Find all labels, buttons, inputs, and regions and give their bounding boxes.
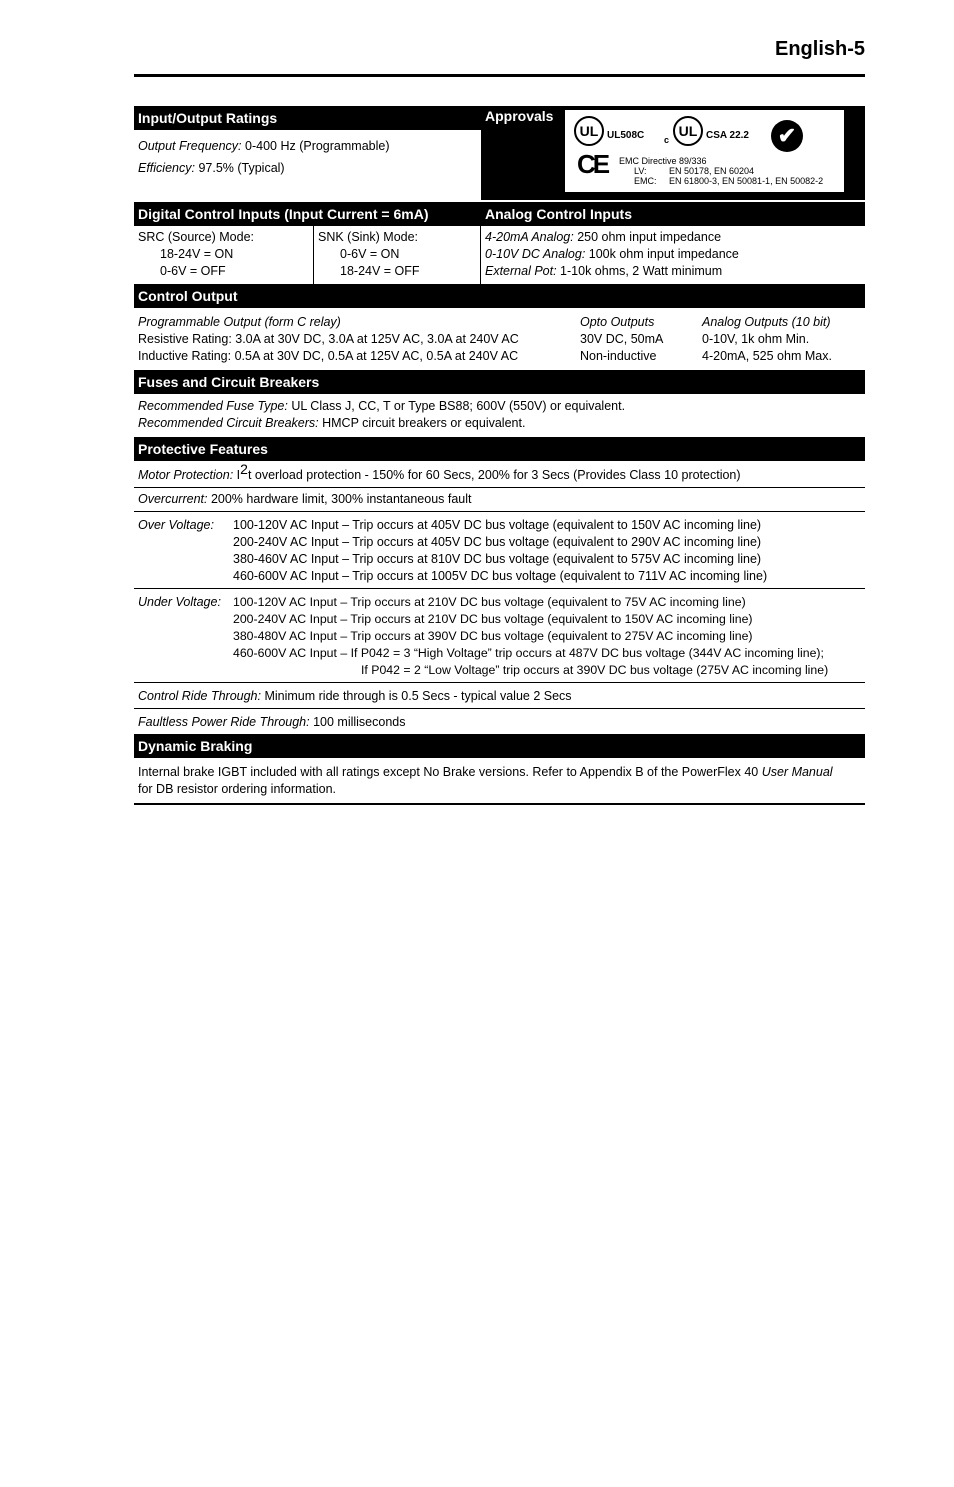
src-mode: SRC (Source) Mode: 18-24V = ON 0-6V = OFF (134, 226, 314, 284)
control-ride-through: Control Ride Through: Minimum ride through is 0.5 Secs - typical value 2 Secs (134, 683, 865, 709)
lv-standards: EN 50178, EN 60204 (669, 166, 755, 176)
approvals-section (481, 106, 865, 200)
motor-protection: Motor Protection: $I^2t$ overload protection - 150% for 60 Secs, 200% for 3 Secs (Provides Class 10 protection) (134, 461, 865, 488)
page-header (134, 38, 865, 77)
over-voltage: Over Voltage: 100-120V AC Input – Trip occurs at 405V DC bus voltage (equivalent to 150V AC incoming line) 200-240V AC Input – Trip occurs at 405V DC bus voltage (equivalent to 290V AC incoming line) 380-460V AC Input – Trip occurs at 810V DC bus voltage (equivalent to 575V AC incoming line) 460-600V AC Input – Trip occurs at 1005V DC bus voltage (equivalent to 711V AC incoming line) (134, 512, 865, 589)
analog-inputs-section (481, 202, 865, 284)
emc-directive: EMC Directive 89/336 (619, 156, 707, 166)
fuses-section (134, 370, 865, 437)
snk-mode: SNK (Sink) Mode: 0-6V = ON 18-24V = OFF (314, 226, 481, 284)
analog-0-10v: 0-10V DC Analog: 100k ohm input impedance (485, 247, 739, 261)
cul-prefix: c (664, 135, 670, 145)
analog-4-20ma: 4-20mA Analog: 250 ohm input impedance (485, 230, 722, 244)
digital-inputs-section (134, 202, 481, 284)
ratings-approvals-row (134, 106, 865, 200)
io-ratings-title: Input/Output Ratings (134, 106, 481, 130)
page-number: English-5 (774, 38, 865, 60)
braking-text: Internal brake IGBT included with all ratings except No Brake versions. Refer to Appendix B of the PowerFlex 40 User Manual for DB resistor ordering information. (138, 765, 833, 796)
inputs-row (134, 202, 865, 284)
csa-label: CSA 22.2 (706, 130, 749, 141)
ul508c-label: UL508C (607, 130, 645, 141)
control-output-section (134, 284, 865, 370)
control-output-title: Control Output (134, 284, 865, 308)
ce-mark-icon: CE (577, 149, 608, 179)
c-tick-icon: ✔ (771, 120, 803, 152)
external-pot: External Pot: 1-10k ohms, 2 Watt minimum (485, 264, 723, 278)
output-frequency: Output Frequency: 0-400 Hz (Programmable) (138, 139, 390, 153)
io-ratings-section (134, 106, 481, 200)
relay-output: Programmable Output (form C relay) Resistive Rating: 3.0A at 30V DC, 3.0A at 125V AC, 3.0A at 240V AC Inductive Rating: 0.5A at 30V DC, 0.5A at 125V AC, 0.5A at 240V AC (138, 315, 519, 363)
protective-section (134, 437, 865, 734)
lv-label: LV: (634, 166, 647, 176)
digital-inputs-title: Digital Control Inputs (Input Current = 6mA) (134, 202, 481, 226)
circuit-breakers: Recommended Circuit Breakers: HMCP circuit breakers or equivalent. (138, 416, 526, 430)
analog-outputs: Analog Outputs (10 bit) 0-10V, 1k ohm Min. 4-20mA, 525 ohm Max. (702, 315, 832, 363)
specifications-table (134, 106, 865, 805)
ul-logo-icon: UL (574, 116, 604, 146)
efficiency: Efficiency: 97.5% (Typical) (138, 161, 285, 175)
approvals-title: Approvals (485, 108, 554, 124)
faultless-ride-through: Faultless Power Ride Through: 100 milliseconds (138, 715, 406, 729)
approval-logos (565, 110, 844, 192)
emc-label: EMC: (634, 176, 657, 186)
fuses-title: Fuses and Circuit Breakers (134, 370, 865, 394)
protective-title: Protective Features (134, 437, 865, 461)
analog-inputs-title: Analog Control Inputs (481, 202, 865, 226)
opto-outputs: Opto Outputs 30V DC, 50mA Non-inductive (580, 315, 664, 363)
under-voltage: Under Voltage: 100-120V AC Input – Trip occurs at 210V DC bus voltage (equivalent to 75V AC incoming line) 200-240V AC Input – Trip occurs at 210V DC bus voltage (equivalent to 150V AC incoming line) 380-480V AC Input – Trip occurs at 390V DC bus voltage (equivalent to 275V AC incoming line) 460-600V AC Input – If P042 = 3 “High Voltage” trip occurs at 487V DC bus voltage (344V AC incoming line); If P042 = 2 “Low Voltage” trip occurs at 390V DC bus voltage (275V AC incoming line) (134, 589, 865, 683)
cul-logo-icon: UL (673, 116, 703, 146)
braking-title: Dynamic Braking (134, 734, 865, 758)
emc-standards: EN 61800-3, EN 50081-1, EN 50082-2 (669, 176, 824, 186)
fuse-type: Recommended Fuse Type: UL Class J, CC, T or Type BS88; 600V (550V) or equivalent. (138, 399, 626, 413)
overcurrent: Overcurrent: 200% hardware limit, 300% instantaneous fault (134, 488, 865, 512)
braking-section (134, 734, 865, 805)
